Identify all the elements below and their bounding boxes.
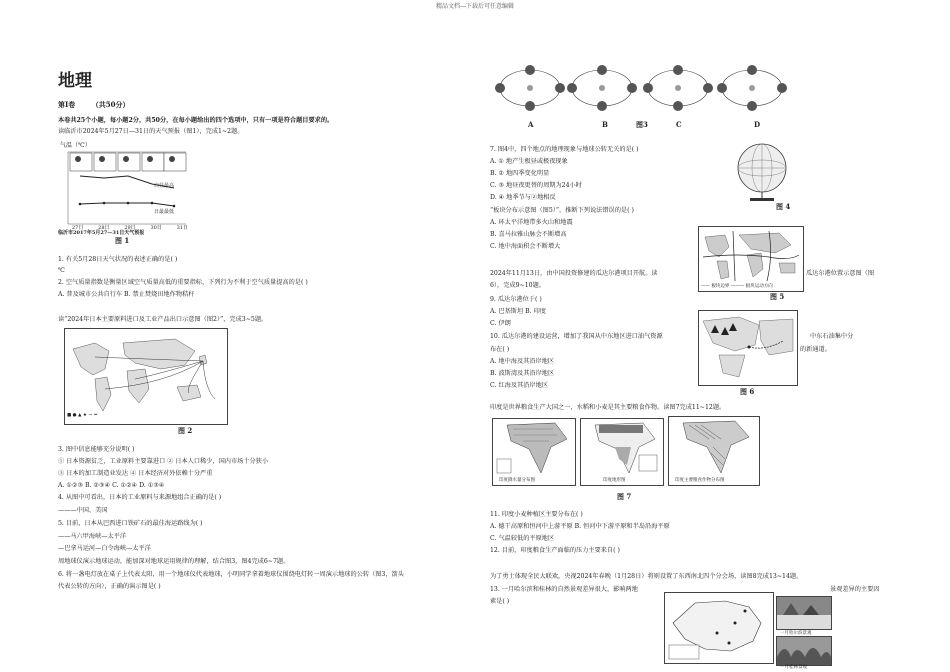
india-terrain-drawing xyxy=(581,419,663,477)
japan-trade-map xyxy=(64,328,228,425)
question-11-option-c: C. 气温较低的平原地区 xyxy=(490,535,555,542)
option-b-label: B xyxy=(602,120,608,129)
question-5: 5. 目前，日本从巴西进口铁矿石的最佳海运路线为( ) xyxy=(58,520,203,527)
terrain-map-title: 印度地形图 xyxy=(603,478,626,483)
max-temp-label: 白昼最高 xyxy=(154,183,175,189)
question-10: 10. 瓜达尔港的建设运营，增加了我国从中东地区进口油气资源 xyxy=(490,333,663,340)
world-map-drawing xyxy=(65,329,227,424)
question-10-cont: 布在( ) xyxy=(490,346,510,353)
harbin-photo-caption: 一月哈尔滨景观 xyxy=(780,631,812,636)
question-3-statements-a: ① 日本资源贫乏，工业原料主要靠进口 ② 日本人口稀少，国内市场十分狭小 xyxy=(58,458,269,465)
question-intro-2: 读“2024年日本主要原料进口及工业产品出口示意图（图2）”，完成3~5题。 xyxy=(58,316,268,323)
question-6-cont: 代表公转的方向），正确的演示图是( ) xyxy=(58,583,161,590)
chart-footer: 临沂市2017年5月27—31日天气预报 xyxy=(58,230,145,236)
gwadar-map-drawing xyxy=(699,311,797,385)
date-tick: 27日 xyxy=(72,225,84,231)
question-5-option-b: —巴拿马运河—白令海峡—太平洋 xyxy=(58,545,151,552)
india-rainfall-map xyxy=(492,418,576,486)
question-5-option-a: ——马六甲海峡—太平洋 xyxy=(58,533,127,540)
question-intro: 读临沂市2024年5月27日—31日的天气预报（图1），完成1~2题。 xyxy=(58,128,244,135)
question-6: 6. 将一盏电灯放在桌子上代表太阳，用一个地球仪代表地球，小明同学拿着地球仪围绕电灯转一周演示地球的公转（图3，箭头 xyxy=(58,571,404,578)
section-score: （共50分） xyxy=(91,100,130,109)
china-map xyxy=(664,592,774,664)
option-d-label: D xyxy=(754,120,761,129)
question-10-right-2: 的新通道。 xyxy=(800,346,831,353)
figure-4-caption: 图 4 xyxy=(776,202,791,211)
option-c-label: C xyxy=(676,120,682,129)
guilin-photo xyxy=(776,636,832,666)
india-crop-map xyxy=(668,416,760,486)
question-9: 9. 瓜达尔港位于( ) xyxy=(490,296,542,303)
question-2-options: A. 普及城市公共自行车 B. 禁止焚烧田地作物秸秆 xyxy=(58,291,195,298)
plate-map-legend: —— 板块边界 ——— 板块运动方向 xyxy=(701,284,773,289)
page-title: 地理 xyxy=(58,71,92,91)
figure-6-caption: 图 6 xyxy=(740,387,755,396)
min-temp-label: 日最最低 xyxy=(154,209,175,215)
figure-1-caption: 图 1 xyxy=(115,236,130,245)
question-7-option-a: A. ① 地产生极昼或极夜现象 xyxy=(490,158,568,165)
gwadar-map xyxy=(698,310,798,386)
guilin-photo-drawing xyxy=(777,637,831,665)
question-9-option-c: C. 伊朗 xyxy=(490,320,511,327)
india-crop-drawing xyxy=(669,417,759,477)
question-13-right: 景观差异的主要因 xyxy=(830,586,880,593)
question-8-option-b: B. 喜马拉雅山脉会不断增高 xyxy=(490,231,567,238)
harbin-photo xyxy=(776,596,832,630)
question-10-option-c: C. 红海及其沿岸地区 xyxy=(490,382,548,389)
guilin-photo-caption: 一月桂林景观 xyxy=(780,665,807,670)
weather-forecast-figure xyxy=(58,140,188,236)
figure-2-caption: 图 2 xyxy=(178,426,193,435)
question-9-options-ab: A. 巴基斯坦 B. 印度 xyxy=(490,308,546,315)
globe-drawing xyxy=(732,140,792,202)
orbit-demo-figure xyxy=(490,58,790,132)
question-13: 13. 一月哈尔滨和桂林的自然景观差异很大，影响两地 xyxy=(490,586,638,593)
date-tick: 28日 xyxy=(98,225,110,231)
question-8: “板块分布示意图（图5）”，推断下列说法错误的是( ) xyxy=(490,207,634,214)
question-intro-3: 周地球仪演示地球运动，能加深对地球运用规律的理解，结合图3，图4完成6~7题。 xyxy=(58,558,290,565)
question-13-cont: 素是( ) xyxy=(490,598,510,605)
question-9-intro-right: 瓜达尔港位置示意图（图 xyxy=(806,270,875,277)
question-7-option-d: D. ④ 地季节与②地相反 xyxy=(490,194,556,201)
question-12: 12. 目前，印度粮食生产面临的压力主要来自( ) xyxy=(490,547,620,554)
question-3-statements-b: ③ 日本的加工制造业发达 ④ 日本经济对外依赖十分严重 xyxy=(58,470,213,477)
rainfall-map-title: 印度降水量分布图 xyxy=(499,478,535,483)
question-10-option-a: A. 地中海及其沿岸地区 xyxy=(490,358,555,365)
question-10-option-b: B. 波斯湾及其沿岸地区 xyxy=(490,370,555,377)
crop-map-title: 印度主要粮食作物分布图 xyxy=(675,478,725,483)
question-7: 7. 图4中，四个地点的地理现象与地球公转无关的是( ) xyxy=(490,146,639,153)
question-11-intro: 印度是世界粮食生产大国之一，水稻和小麦是其主要粮食作物。读图7完成11~12题。 xyxy=(490,404,726,411)
question-3-options: A. ①②③ B. ②③④ C. ①②④ D. ①③④ xyxy=(58,482,165,489)
question-10-right: 中东石油集中分 xyxy=(810,333,854,340)
globe-figure xyxy=(732,140,792,212)
option-a-label: A xyxy=(528,120,534,129)
question-1: 1. 有关5月28日天气状况的表述正确的是( ) xyxy=(58,256,178,263)
instructions: 本卷共25个小题，每小题2分，共50分，在每小题给出的四个选项中，只有一项是符合题目要求的。 xyxy=(58,117,334,124)
question-2: 2. 空气质量指数是衡量区域空气质量高低的重要指标，下列行为不利于空气质量提高的是( ) xyxy=(58,279,308,286)
figure-7-caption: 图 7 xyxy=(617,492,632,501)
question-8-option-c: C. 地中海面积会不断增大 xyxy=(490,243,561,250)
harbin-photo-drawing xyxy=(777,597,831,629)
chart-ylabel: 气温（℃） xyxy=(60,142,91,149)
question-11: 11. 印度小麦种植区主要分布在( ) xyxy=(490,511,583,518)
plate-map xyxy=(698,226,804,292)
section-heading xyxy=(58,100,129,110)
question-11-options-ab: A. 德干高原和恒河中上游平原 B. 恒河中下游平原和半岛沿海平原 xyxy=(490,523,670,530)
india-rainfall-drawing xyxy=(493,419,575,477)
india-terrain-map xyxy=(580,418,664,486)
question-9-intro: 2024年11月13日，由中国投资修建的瓜达尔港项目开航。读 xyxy=(490,270,658,277)
date-tick: 31日 xyxy=(176,225,188,231)
map-legend: ■ ● ▲ ★ → ⇒ xyxy=(67,413,98,418)
plate-map-drawing xyxy=(699,227,803,283)
question-3: 3. 图中信息能够充分说明( ) xyxy=(58,446,135,453)
section-name: 第Ⅰ卷 xyxy=(58,100,76,109)
unit-note: ℃ xyxy=(58,267,65,274)
question-13-intro: 为了勇士体现全民大联欢，央视2024年春晚（1月28日）将则设置了东西南北四个分会场，读图8完成13~14题。 xyxy=(490,573,803,580)
figure-5-caption: 图 5 xyxy=(770,292,785,301)
date-tick: 29日 xyxy=(124,225,136,231)
question-9-intro-cont: 6），完成9~10题。 xyxy=(490,282,545,289)
question-4: 4. 从图中可看出，日本的工业原料与来源地组合正确的是( ) xyxy=(58,494,222,501)
page-header: 精品文档---下载后可任意编辑 xyxy=(435,3,515,10)
question-4-option: ———中国、美国 xyxy=(58,507,108,514)
question-8-option-a: A. 环太平洋地带多火山和地震 xyxy=(490,219,573,226)
china-map-drawing xyxy=(665,593,773,663)
date-tick: 30日 xyxy=(150,225,162,231)
figure-3-caption: 图3 xyxy=(636,120,648,129)
question-7-option-b: B. ② 地四季变化明显 xyxy=(490,170,550,177)
question-7-option-c: C. ③ 地昼夜更替的周期为24小时 xyxy=(490,182,582,189)
